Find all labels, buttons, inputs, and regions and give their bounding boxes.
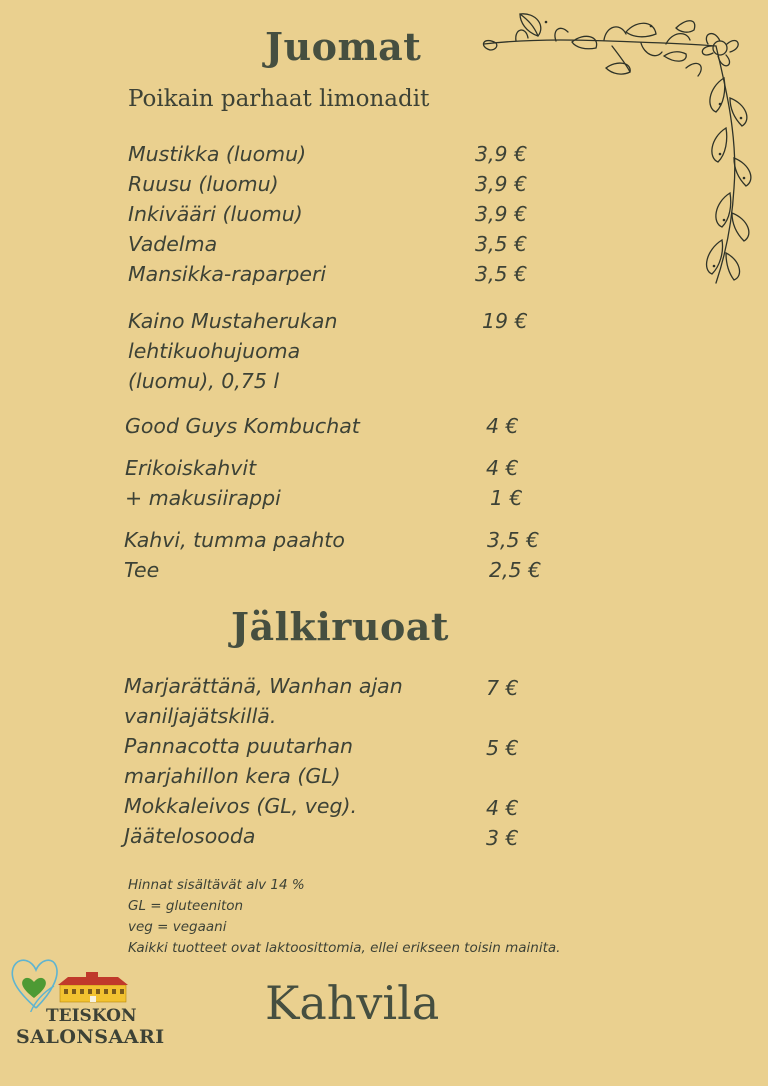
menu-item-name: Mokkaleivos (GL, veg).	[124, 794, 358, 818]
menu-item-price: 3,9 €	[475, 142, 528, 166]
menu-item-name: marjahillon kera (GL)	[124, 764, 341, 788]
menu-item-price: 7 €	[486, 676, 519, 700]
menu-item-name: Vadelma	[128, 232, 218, 256]
drinks-subheading: Poikain parhaat limonadit	[128, 86, 430, 112]
menu-item-name: Pannacotta puutarhan	[124, 734, 354, 758]
kahvila-title: Kahvila	[265, 976, 440, 1030]
menu-item-name: Erikoiskahvit	[125, 456, 257, 480]
menu-item-name: Marjarättänä, Wanhan ajan	[124, 674, 403, 698]
menu-item-name: + makusiirappi	[125, 486, 281, 510]
menu-item-price: 4 €	[486, 456, 519, 480]
menu-item-price: 3,5 €	[475, 262, 528, 286]
menu-item-price: 1 €	[490, 486, 523, 510]
menu-item-price: 3,9 €	[475, 172, 528, 196]
menu-item-price: 4 €	[486, 796, 519, 820]
menu-item-name: lehtikuohujuoma	[128, 339, 301, 363]
menu-item-name: Mustikka (luomu)	[128, 142, 307, 166]
menu-item-name: Ruusu (luomu)	[128, 172, 279, 196]
lactose-note: Kaikki tuotteet ovat laktoosittomia, ellei erikseen toisin mainita.	[128, 940, 561, 956]
drinks-heading: Juomat	[265, 24, 422, 69]
menu-item-name: Tee	[124, 558, 160, 582]
desserts-heading: Jälkiruoat	[231, 604, 449, 649]
gluten-note: GL = gluteeniton	[128, 898, 244, 914]
menu-item-price: 19 €	[482, 309, 528, 333]
vegan-note: veg = vegaani	[128, 919, 227, 935]
menu-item-name: vaniljajätskillä.	[124, 704, 277, 728]
menu-item-price: 5 €	[486, 736, 519, 760]
logo-text-salonsaari: SALONSAARI	[16, 1026, 165, 1048]
menu-item-price: 2,5 €	[489, 558, 542, 582]
menu-item-name: Good Guys Kombuchat	[125, 414, 360, 438]
menu-item-price: 3,5 €	[475, 232, 528, 256]
menu-item-price: 3,5 €	[487, 528, 540, 552]
menu-item-name: Mansikka-raparperi	[128, 262, 327, 286]
menu-item-name: Jäätelosooda	[124, 824, 256, 848]
menu-item-price: 3,9 €	[475, 202, 528, 226]
menu-item-name: Inkivääri (luomu)	[128, 202, 303, 226]
menu-item-name: (luomu), 0,75 l	[128, 369, 280, 393]
menu-item-price: 3 €	[486, 826, 519, 850]
menu-item-name: Kahvi, tumma paahto	[124, 528, 345, 552]
logo-text-teiskon: TEISKON	[46, 1006, 137, 1026]
menu-item-price: 4 €	[486, 414, 519, 438]
salonsaari-logo-icon	[8, 952, 133, 1012]
menu-item-name: Kaino Mustaherukan	[128, 309, 338, 333]
price-note: Hinnat sisältävät alv 14 %	[128, 877, 305, 893]
